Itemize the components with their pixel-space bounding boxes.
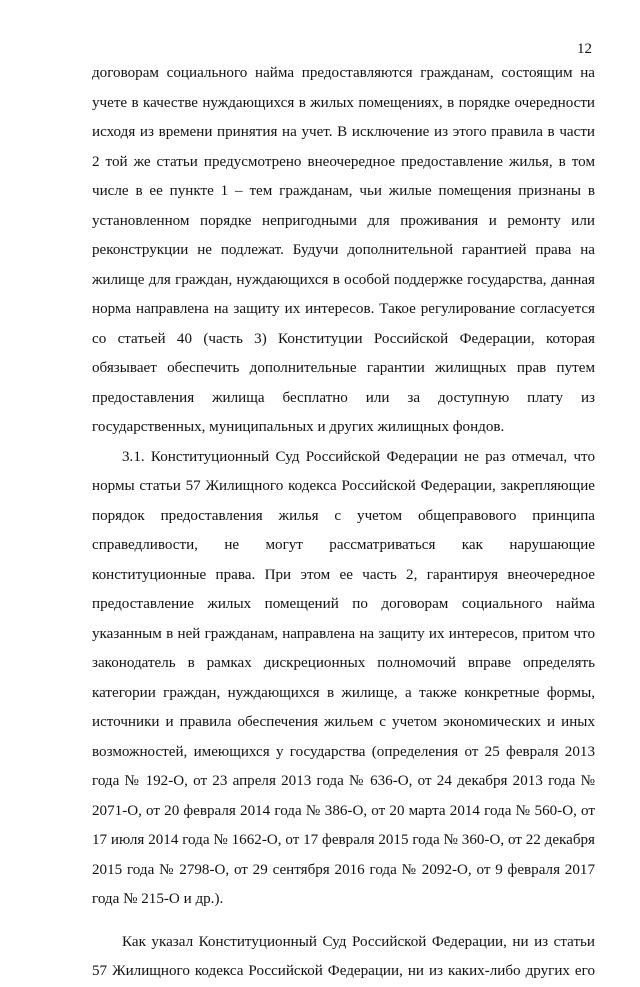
page-number: 12	[577, 41, 592, 57]
document-body	[92, 59, 595, 987]
paragraph-section-3-1: 3.1. Конституционный Суд Российской Федерации не раз отмечал, что нормы статьи 57 Жилищного кодекса Российской Федерации, закрепляющие порядок предоставления жилья с учетом общеправового принципа справедливости, не могут рассматриваться как нарушающие конституционные права. При этом ее часть 2, гарантируя внеочередное предоставление жилых помещений по договорам социального найма указанным в ней гражданам, направлена на защиту их интересов, притом что законодатель в рамках дискреционных полномочий вправе определять категории граждан, нуждающихся в жилище, а также конкретные формы, источники и правила обеспечения жильем с учетом экономических и иных возможностей, имеющихся у государства (определения от 25 февраля 2013 года № 192-О, от 23 апреля 2013 года № 636-О, от 24 декабря 2013 года № 2071-О, от 20 февраля 2014 года № 386-О, от 20 марта 2014 года № 560-О, от 17 июля 2014 года № 1662-О, от 17 февраля 2015 года № 360-О, от 22 декабря 2015 года № 2798-О, от 29 сентября 2016 года № 2092-О, от 9 февраля 2017 года № 215-О и др.).	[92, 448, 595, 907]
paragraph-continuation: договорам социального найма предоставляются гражданам, состоящим на учете в качестве нуждающихся в жилых помещениях, в порядке очередности исходя из времени принятия на учет. В исключение из этого правила в части 2 той же статьи предусмотрено внеочередное предоставление жилья, в том числе в ее пункте 1 – тем гражданам, чьи жилые помещения признаны в установленном порядке непригодными для проживания и ремонту или реконструкции не подлежат. Будучи дополнительной гарантией права на жилище для граждан, нуждающихся в особой поддержке государства, данная норма направлена на защиту их интересов. Такое регулирование согласуется со статьей 40 (часть 3) Конституции Российской Федерации, которая обязывает обеспечить дополнительные гарантии жилищных прав путем предоставления жилища бесплатно или за доступную плату из государственных, муниципальных и других жилищных фондов.	[92, 65, 595, 435]
paragraph-court-opinion: Как указал Конституционный Суд Российской Федерации, ни из статьи 57 Жилищного кодекса Российской Федерации, ни из каких-либо других его	[92, 933, 595, 979]
